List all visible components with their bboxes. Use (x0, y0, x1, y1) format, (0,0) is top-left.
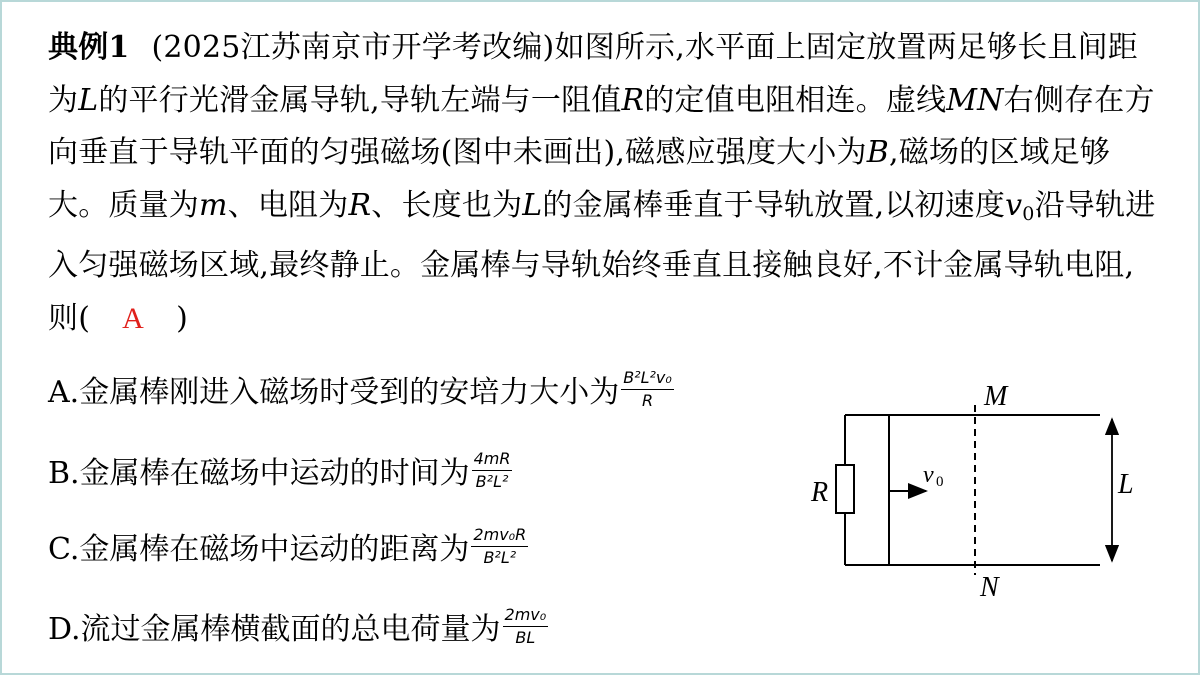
stem-text: 沿导轨进入匀强磁场区域,最终静止。金属棒与导轨始终垂直且接触良好,不计金属导轨电阻,则( (48, 187, 1156, 336)
problem-stem (48, 22, 1158, 345)
stem-text: 、长度也为 (371, 187, 523, 223)
option-d-text: D.流过金属棒横截面的总电荷量为 (48, 612, 501, 647)
stem-text: ) (176, 300, 189, 336)
stem-text: 的平行光滑金属导轨,导轨左端与一阻值 (98, 82, 622, 118)
option-a-fraction (621, 369, 674, 410)
symbol-v: v (1005, 187, 1023, 223)
problem-source: (2025江苏南京市开学考改编) (151, 30, 555, 65)
fraction-denominator: R (641, 390, 654, 410)
stem-text: ,磁场的区域足够大。质量为 (48, 135, 1111, 223)
option-c-fraction (471, 526, 528, 567)
option-c[interactable] (48, 518, 528, 574)
symbol-MN: MN (946, 82, 1004, 118)
option-c-text: C.金属棒在磁场中运动的距离为 (48, 532, 470, 567)
option-b[interactable] (48, 442, 512, 498)
symbol-v-subscript: 0 (1022, 202, 1035, 225)
symbol-L: L (78, 82, 99, 118)
label-velocity-v: v (923, 462, 934, 488)
fraction-numerator: 2mv₀R (471, 526, 528, 547)
label-m: M (984, 381, 1008, 412)
option-d-fraction (503, 606, 549, 647)
stem-text: 、电阻为 (227, 187, 349, 223)
option-b-text: B.金属棒在磁场中运动的时间为 (48, 456, 470, 491)
option-d[interactable] (48, 598, 548, 654)
fraction-denominator: B²L² (475, 471, 509, 491)
fraction-numerator: 4mR (472, 450, 513, 471)
fraction-denominator: BL (515, 627, 536, 647)
symbol-L: L (522, 187, 543, 223)
option-b-fraction (472, 450, 513, 491)
example-tag: 典例1 (48, 30, 130, 65)
stem-text: 如图所示,水平面上固定放置两足够长且间距为 (48, 30, 1138, 118)
circuit-figure (800, 370, 1160, 610)
stem-text: 的金属棒垂直于导轨放置,以初速度 (542, 187, 1006, 223)
fraction-numerator: B²L²v₀ (621, 369, 674, 390)
answer-mark: A (122, 301, 145, 335)
symbol-B: B (866, 135, 889, 170)
symbol-m: m (199, 187, 228, 223)
option-a-text: A.金属棒刚进入磁场时受到的安培力大小为 (48, 375, 620, 410)
stem-text: 右侧存在方向垂直于导轨平面的匀强磁场(图中未画出),磁感应强度大小为 (48, 82, 1155, 170)
label-velocity-subscript: 0 (936, 474, 944, 490)
option-a[interactable] (48, 361, 674, 417)
fraction-numerator: 2mv₀ (503, 606, 549, 627)
stem-text: 的定值电阻相连。虚线 (644, 82, 947, 118)
symbol-R: R (348, 187, 372, 223)
label-resistor-r: R (811, 477, 829, 508)
fraction-denominator: B²L² (483, 547, 517, 567)
label-n: N (980, 572, 999, 603)
label-length-l: L (1118, 469, 1134, 500)
resistor (836, 465, 854, 513)
symbol-R: R (621, 82, 645, 118)
